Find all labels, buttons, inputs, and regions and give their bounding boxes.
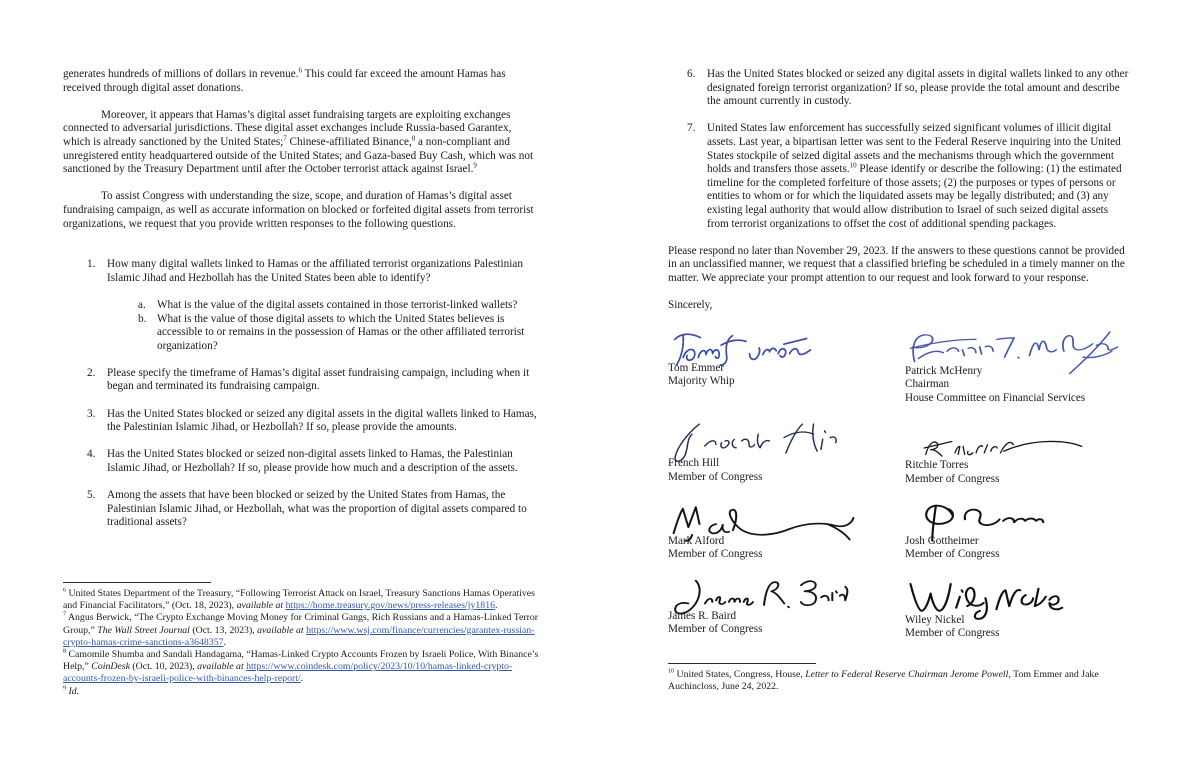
signature-ritchie-torres <box>905 435 1100 461</box>
footnote-10 <box>668 669 1131 693</box>
question-text: Has the United States blocked or seized non-digital assets linked to Hamas, the Palestinian Islamic Jihad, or Hezbollah? If so, please provide how much and a description of the assets. <box>107 448 518 475</box>
signer-name: Josh Gottheimer <box>905 534 979 547</box>
signer-name: French Hill <box>668 457 720 470</box>
signer-name: Ritchie Torres <box>905 459 969 472</box>
text-run: United States Department of the Treasury, “Following Terrorist Attack on Israel, Treasury Sanctions Hamas Operatives and Financial Facilitators,” (Oct. 18, 2023), <box>63 588 535 612</box>
text-run: . <box>223 636 226 648</box>
footnote-ref-6: 6 <box>298 66 302 75</box>
question-6 <box>668 68 1131 109</box>
question-text: How many digital wallets linked to Hamas or the affiliated terrorist organizations Palestinian Islamic Jihad and Hezbollah has the United States been able to identify? <box>107 258 523 284</box>
signature-block-wiley-nickel <box>905 576 1131 641</box>
signature-block-mark-alford <box>668 501 905 562</box>
salutation: Sincerely, <box>668 299 713 312</box>
footnote-number: 7 <box>63 612 67 619</box>
paragraph-exchanges <box>63 109 541 177</box>
signature-block-james-baird <box>668 576 905 641</box>
footnote-9 <box>63 686 541 698</box>
subquestion-text: What is the value of the digital assets contained in those terrorist-linked wallets? <box>157 298 518 311</box>
wsj-link[interactable]: https://www.wsj.com/finance/currencies/garantex-russian-crypto-hamas-crime-sanctions-a3648357 <box>63 624 535 648</box>
text-run: This could far exceed the amount Hamas has received through digital asset donations. <box>63 68 506 94</box>
text-run: United States law enforcement has successfully seized significant volumes of illicit digital assets. Last year, a bipartisan letter was sent to the Federal Reserve inquiring into the United States stockpile of seized digital assets and the mechanisms through which the government holds and transfers those assets. <box>707 122 1121 176</box>
coindesk-link[interactable]: https://www.coindesk.com/policy/2023/10/10/hamas-linked-crypto-accounts-frozen-by-israeli-police-with-binances-help-report/ <box>63 661 513 685</box>
signer-title: Member of Congress <box>668 623 763 636</box>
question-7 <box>668 122 1131 231</box>
question-number: 2. <box>87 366 96 379</box>
footnote-6 <box>63 588 541 612</box>
footnote-number: 8 <box>63 648 67 655</box>
journal-name: The Wall Street Journal <box>97 624 190 636</box>
subquestion-number: b. <box>138 312 147 325</box>
text-run: Chinese-affiliated Binance, <box>286 135 412 148</box>
question-5 <box>63 489 541 530</box>
footnote-7 <box>63 612 541 649</box>
footnote-ref-8: 8 <box>411 134 416 143</box>
text-run: (Oct. 10, 2023), <box>129 661 198 673</box>
signer-name: James R. Baird <box>668 609 737 622</box>
text-run: Camomile Shumba and Sandali Handagama, “Hamas-Linked Crypto Accounts Frozen by Israeli Police, With Binance’s Help,” <box>63 649 539 673</box>
question-number: 7. <box>687 122 696 135</box>
treasury-link[interactable]: https://home.treasury.gov/news/press-releases/jy1816 <box>285 600 495 612</box>
footnote-separator <box>668 663 816 664</box>
signature-grid <box>668 329 1131 641</box>
signer-title: Chairman <box>905 378 950 391</box>
signer-name: Mark Alford <box>668 534 725 547</box>
subquestion-number: a. <box>138 298 146 311</box>
text-run: Tom Emmer and Jake Auchincloss, June 24, 2022. <box>668 669 1099 693</box>
text-run: (Oct. 13, 2023), <box>189 624 258 636</box>
question-4 <box>63 448 541 475</box>
available-at-label: available at <box>257 624 304 636</box>
question-2 <box>63 367 541 394</box>
question-number: 1. <box>87 258 96 271</box>
footnotes-left <box>63 582 541 698</box>
text-run: . <box>300 673 304 685</box>
footnote-ref-9: 9 <box>473 161 477 170</box>
closing-paragraph: Please respond no later than November 29, 2023. If the answers to these questions cannot be provided in an unclassified manner, we request that a classified briefing be scheduled in a timely manner on the matter. We appreciate your prompt attention to our request and look forward to your response. <box>668 244 1125 284</box>
footnote-separator <box>63 582 211 583</box>
question-text: Please specify the timeframe of Hamas’s digital asset fundraising campaign, including when it began and terminated its fundraising campaign. <box>107 366 530 393</box>
text-run: . <box>495 600 498 612</box>
question-text: Has the United States blocked or seized any digital assets in digital wallets linked to any other designated foreign terrorist organization? If so, please provide the total amount and describe the amount currently in custody. <box>707 68 1129 108</box>
subquestion-text: What is the value of those digital assets to which the United States believes is accessible to or remains in the possession of Hamas or the other affiliated terrorist organization? <box>157 312 525 352</box>
question-number: 5. <box>87 489 96 502</box>
footnote-number: 6 <box>63 587 67 594</box>
signer-name: Patrick McHenry <box>905 364 983 377</box>
question-1b <box>63 313 541 354</box>
question-text <box>707 122 1131 231</box>
text-run: Angus Berwick, “The Crypto Exchange Moving Money for Criminal Gangs, Rich Russians and a Hamas-Linked Terror Group,” <box>63 612 539 636</box>
page-left <box>63 68 541 728</box>
text-run: a non-compliant and unregistered entity headquartered outside of the United States; and Gaza-based Buy Cash, which was not sanctioned by the Treasury Department until after the October terrorist attack against Israel. <box>63 135 534 176</box>
question-number: 4. <box>87 448 96 461</box>
footnote-number: 9 <box>63 685 67 692</box>
signature-block-tom-emmer <box>668 329 905 406</box>
signature-block-patrick-mchenry <box>905 329 1131 406</box>
idem-label: Id. <box>68 685 80 697</box>
signature-block-josh-gottheimer <box>905 501 1131 562</box>
signer-name: Tom Emmer <box>668 361 725 374</box>
footnotes-right <box>668 663 1131 693</box>
question-number: 3. <box>87 407 96 420</box>
question-1-subitems <box>63 299 541 353</box>
question-1a <box>63 299 541 313</box>
paragraph-revenue <box>63 68 541 95</box>
signer-title: Member of Congress <box>668 471 763 484</box>
signer-title: Member of Congress <box>905 548 1000 561</box>
paragraph-assist-congress: To assist Congress with understanding the size, scope, and duration of Hamas’s digital asset fundraising campaign, as well as accurate information on blocked or forfeited digital assets from terrorist organizations, we request that you provide written responses to the following questions. <box>63 190 534 230</box>
text-run: Moreover, it appears that Hamas’s digital asset fundraising targets are exploiting exchanges connected to adversarial jurisdictions. These digital asset exchanges include Russia-based Garantex, which is already sanctioned by the United States; <box>63 108 512 148</box>
signer-name: Wiley Nickel <box>905 613 965 626</box>
footnote-number: 10 <box>668 668 675 675</box>
question-1 <box>63 258 541 285</box>
signer-title: Member of Congress <box>905 627 1000 640</box>
question-number: 6. <box>687 68 696 80</box>
letter-title: Letter to Federal Reserve Chairman Jerome Powell, <box>805 669 1011 680</box>
available-at-label: available at <box>197 661 244 673</box>
footnote-8 <box>63 649 541 686</box>
footnote-ref-10: 10 <box>849 161 857 170</box>
signature-block-ritchie-torres <box>905 419 1131 486</box>
signer-title: Member of Congress <box>668 548 763 561</box>
question-text: Among the assets that have been blocked or seized by the United States from Hamas, the Palestinian Islamic Jihad, or Hezbollah, what was the proportion of digital assets compared to traditional assets? <box>107 489 527 529</box>
journal-name: CoinDesk <box>91 661 130 673</box>
text-run: generates hundreds of millions of dollars in revenue. <box>63 68 299 80</box>
page-right <box>668 68 1131 728</box>
available-at-label: available at <box>236 600 284 612</box>
signer-committee: House Committee on Financial Services <box>905 391 1086 404</box>
question-text: Has the United States blocked or seized any digital assets in the digital wallets linked to Hamas, the Palestinian Islamic Jihad, or Hezbollah? If so, please provide the amounts. <box>107 407 537 434</box>
question-3 <box>63 408 541 435</box>
signer-title: Majority Whip <box>668 375 735 388</box>
signature-block-french-hill <box>668 419 905 486</box>
signer-title: Member of Congress <box>905 473 1000 486</box>
text-run: Please identify or describe the following: (1) the estimated timeline for the completed forfeiture of those assets; (2) the purposes or types of persons or entities to whom or for which the liquidated assets may be legally distributed; and (3) any existing legal authority that would allow distribution to Israel of such seized digital assets from terrorist organizations to offset the cost of additional spending packages. <box>707 163 1122 230</box>
text-run: United States, Congress, House, <box>676 669 806 680</box>
footnote-ref-7: 7 <box>283 134 287 143</box>
